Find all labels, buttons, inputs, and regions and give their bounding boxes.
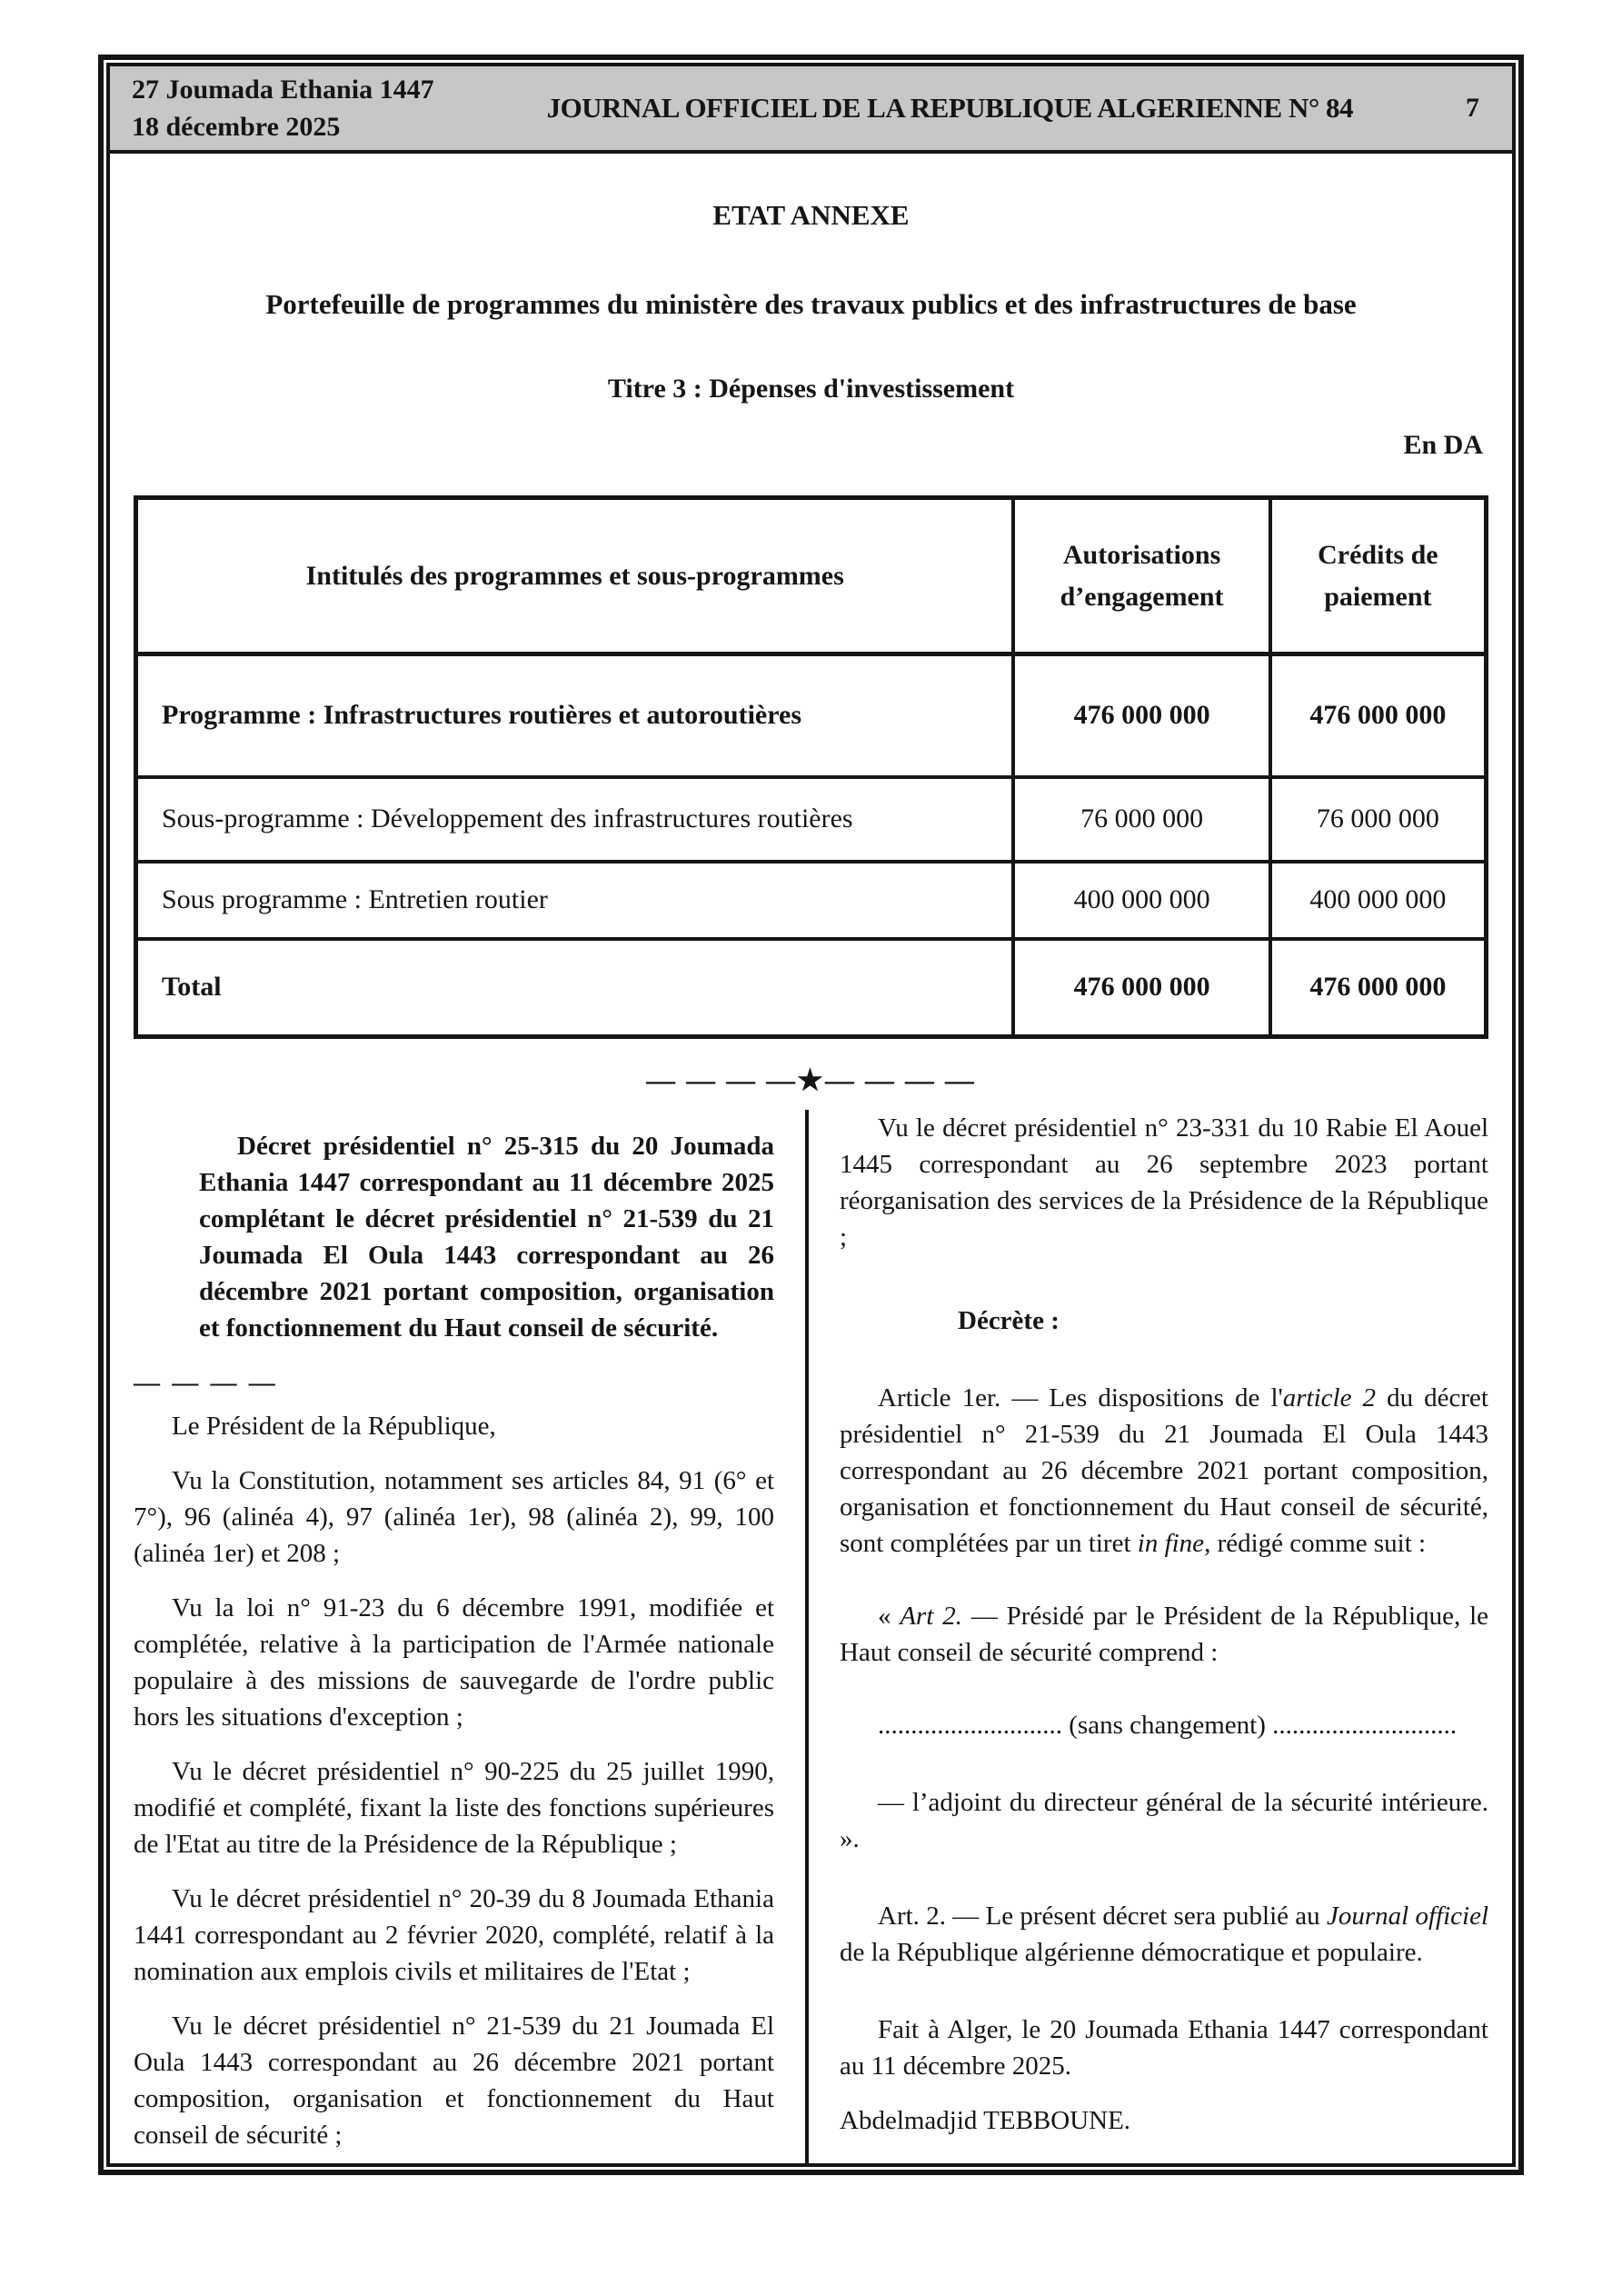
page-outer-frame [98, 55, 1524, 2175]
row-engagement: 76 000 000 [1013, 777, 1269, 862]
decree-columns [134, 1110, 1488, 2163]
text-run: de la République algérienne démocratique et populaire. [840, 1938, 1423, 1967]
signature-line: Abdelmadjid TEBBOUNE. [840, 2106, 1131, 2135]
decrete-heading: Décrète : [958, 1306, 1060, 1335]
currency-unit-note: En DA [1403, 430, 1483, 460]
text-run: « [878, 1602, 901, 1631]
portfolio-subtitle: Portefeuille de programmes du ministère des travaux publics et des infrastructures de base [265, 288, 1357, 320]
row-engagement: 400 000 000 [1013, 862, 1269, 939]
text-run: Article 1er. — Les dispositions de l' [878, 1383, 1283, 1413]
programmes-table [134, 495, 1488, 1039]
italic-run-journal-officiel: Journal officiel [1326, 1902, 1489, 1931]
page-content [110, 154, 1512, 2163]
col-header-intitules: Intitulés des programmes et sous-programmes [136, 498, 1014, 654]
article-2-quote-paragraph [840, 1598, 1488, 1671]
decree-right-column [840, 1110, 1488, 2163]
tiret-adjoint-line: — l’adjoint du directeur général de la sécurité intérieure. ». [840, 1788, 1488, 1853]
decree-left-column [134, 1110, 774, 2163]
visa-decret-23-331: Vu le décret présidentiel n° 23-331 du 10 Rabie El Aouel 1445 correspondant au 26 septembre 2023 portant réorganisation des services de la Présidence de la République ; [840, 1113, 1488, 1252]
row-paiement: 76 000 000 [1270, 777, 1487, 862]
row-engagement: 476 000 000 [1013, 654, 1269, 777]
text-run: — Présidé par le Président de la République, le Haut conseil de sécurité comprend : [840, 1602, 1489, 1667]
text-run: , rédigé comme suit : [1204, 1529, 1427, 1558]
etat-annexe-heading: ETAT ANNEXE [712, 199, 910, 231]
visa-decret-20-39: Vu le décret présidentiel n° 20-39 du 8 Joumada Ethania 1441 correspondant au 2 février 2020, complété, relatif à la nomination aux emplois civils et militaires de l'Etat ; [134, 1884, 774, 1986]
column-divider-rule [805, 1110, 809, 2163]
table-row-sous-programme-entretien [136, 862, 1487, 939]
table-row-sous-programme-dev [136, 777, 1487, 862]
row-paiement: 400 000 000 [1270, 862, 1487, 939]
row-paiement: 476 000 000 [1270, 939, 1487, 1037]
page-inner-frame [106, 63, 1516, 2167]
page-number: 7 [1466, 93, 1479, 123]
visa-constitution: Vu la Constitution, notamment ses articles 84, 91 (6° et 7°), 96 (alinéa 4), 97 (alinéa 1er), 98 (alinéa 2), 99, 100 (alinéa 1er) et 208 ; [134, 1466, 774, 1568]
visa-loi-91-23: Vu la loi n° 91-23 du 6 décembre 1991, modifiée et complétée, relative à la participation de l'Armée nationale populaire à des missions de sauvegarde de l'ordre public hors les situations d'exception ; [134, 1593, 774, 1732]
journal-title: JOURNAL OFFICIEL DE LA REPUBLIQUE ALGERIENNE N° 84 [546, 92, 1353, 124]
text-run: du décret présidentiel n° 21-539 du 21 Joumada El Oula 1443 correspondant au 26 décembre 2021 portant composition, organisation et fonctionnement du Haut conseil de sécurité, sont complétées par un tiret [840, 1383, 1488, 1558]
masthead-dates [110, 71, 434, 145]
date-hijri: 27 Joumada Ethania 1447 [132, 75, 434, 105]
row-label: Total [136, 939, 1014, 1037]
italic-run-art-2: Art 2. [900, 1602, 962, 1631]
col-header-credits: Crédits de paiement [1270, 498, 1487, 654]
italic-run-article-2: article 2 [1282, 1383, 1377, 1413]
president-line: Le Président de la République, [172, 1412, 496, 1441]
table-row-total [136, 939, 1487, 1037]
titre-3-heading: Titre 3 : Dépenses d'investissement [607, 374, 1015, 404]
article-2-publication-paragraph [840, 1898, 1488, 1971]
article-1-paragraph [840, 1380, 1488, 1562]
visa-decret-21-539: Vu le décret présidentiel n° 21-539 du 21 Joumada El Oula 1443 correspondant au 26 décembre 2021 portant composition, organisation et fonctionnement du Haut conseil de sécurité ; [134, 2011, 774, 2150]
table-row-programme [136, 654, 1487, 777]
visa-decret-90-225: Vu le décret présidentiel n° 90-225 du 25 juillet 1990, modifié et complété, fixant la liste des fonctions supérieures de l'Etat au titre de la Présidence de la République ; [134, 1757, 774, 1859]
masthead-band [110, 66, 1512, 154]
fait-a-alger-line: Fait à Alger, le 20 Joumada Ethania 1447 correspondant au 11 décembre 2025. [840, 2015, 1488, 2081]
dash-separator: — — — — [134, 1368, 278, 1397]
sans-changement-line: ............................ (sans changement) ............................ [878, 1711, 1458, 1740]
row-paiement: 476 000 000 [1270, 654, 1487, 777]
table-header-row [136, 498, 1487, 654]
row-label: Sous programme : Entretien routier [136, 862, 1014, 939]
row-label: Programme : Infrastructures routières et autoroutières [136, 654, 1014, 777]
row-label: Sous-programme : Développement des infrastructures routières [136, 777, 1014, 862]
col-header-autorisations: Autorisations d’engagement [1013, 498, 1269, 654]
row-engagement: 476 000 000 [1013, 939, 1269, 1037]
text-run: Art. 2. — Le présent décret sera publié au [878, 1902, 1327, 1931]
date-gregorian: 18 décembre 2025 [132, 112, 341, 142]
star-separator: — — — —★— — — — [646, 1063, 976, 1096]
italic-run-in-fine: in fine [1137, 1529, 1205, 1558]
decree-title: Décret présidentiel n° 25-315 du 20 Joumada Ethania 1447 correspondant au 11 décembre 2025 complétant le décret présidentiel n° 21-539 du 21 Joumada El Oula 1443 correspondant au 26 décembre 2021 portant composition, organisation et fonctionnement du Haut conseil de sécurité. [199, 1132, 774, 1343]
